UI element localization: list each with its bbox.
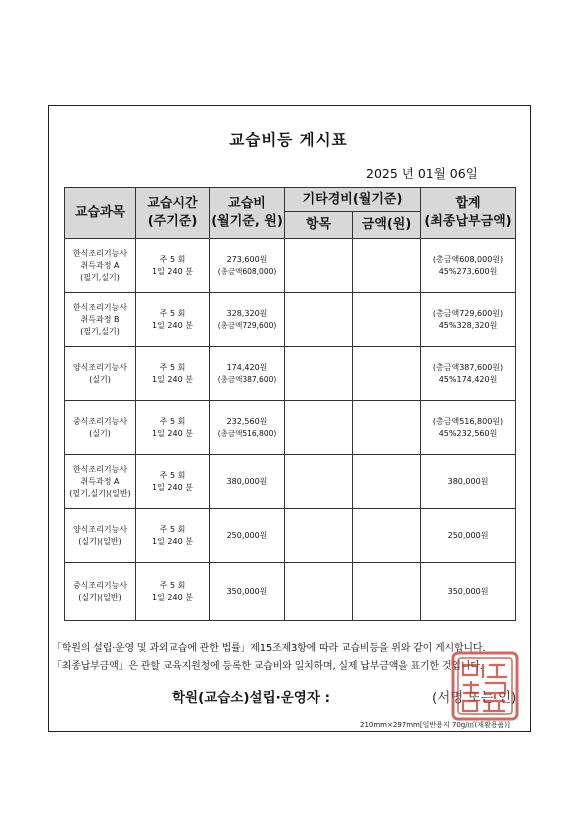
subject-cell-line: 취득과정 A bbox=[80, 260, 120, 270]
header-other-costs: 기타경비(월기준) bbox=[285, 188, 421, 212]
operator-label: 학원(교습소)설립·운영자 : bbox=[172, 690, 330, 706]
total-cell bbox=[421, 563, 516, 621]
other-item-cell bbox=[285, 455, 353, 509]
time-cell bbox=[136, 509, 210, 563]
total-cell-line: 350,000원 bbox=[447, 586, 489, 596]
subject-cell-line: 양식조리기능사 bbox=[72, 524, 128, 534]
other-item-cell bbox=[285, 509, 353, 563]
other-amount-cell bbox=[353, 509, 421, 563]
other-item-cell bbox=[285, 239, 353, 293]
posting-date: 2025 년 01월 06일 bbox=[366, 166, 478, 181]
time-cell-line: 주 5 회 bbox=[159, 580, 186, 590]
time-cell-line: 1일 240 분 bbox=[152, 482, 193, 492]
table-body bbox=[65, 239, 516, 621]
subject-cell-line: (실기)(일반) bbox=[78, 536, 122, 546]
document-title: 교습비등 게시표 bbox=[229, 131, 348, 149]
subject-cell-line: 중식조리기능사 bbox=[72, 416, 128, 426]
time-cell-line: 주 5 회 bbox=[159, 524, 186, 534]
fee-cell bbox=[210, 509, 285, 563]
total-cell-line: 45%232,560원 bbox=[438, 428, 498, 438]
legal-notice: 「학원의 설립·운영 및 과외교습에 관한 법률」제15조제3항에 따라 교습비등을 위와 같이 게시합니다. bbox=[52, 643, 486, 654]
other-item-cell bbox=[285, 563, 353, 621]
signature-label: (서명 또는 인) bbox=[432, 690, 517, 706]
subject-cell-line: 양식조리기능사 bbox=[72, 362, 128, 372]
other-amount-cell bbox=[353, 455, 421, 509]
subject-cell-line: 한식조리기능사 bbox=[72, 302, 128, 312]
table-row bbox=[65, 563, 516, 621]
subject-cell-line: (실기) bbox=[89, 374, 111, 384]
total-cell bbox=[421, 455, 516, 509]
other-amount-cell bbox=[353, 293, 421, 347]
fee-cell bbox=[210, 455, 285, 509]
fee-cell bbox=[210, 401, 285, 455]
total-cell bbox=[421, 347, 516, 401]
total-cell-line: 250,000원 bbox=[447, 530, 489, 540]
subject-cell-line: (실기)(일반) bbox=[78, 592, 122, 602]
subject-cell-line: (실기) bbox=[89, 428, 111, 438]
fee-table bbox=[64, 187, 516, 621]
total-cell bbox=[421, 401, 516, 455]
time-cell bbox=[136, 293, 210, 347]
other-item-cell bbox=[285, 347, 353, 401]
subject-cell-line: (필기,실기)(일반) bbox=[69, 488, 131, 498]
subject-cell-line: (필기,실기) bbox=[80, 326, 120, 336]
total-cell bbox=[421, 293, 516, 347]
subject-cell-line: 취득과정 A bbox=[80, 476, 120, 486]
table-row bbox=[65, 509, 516, 563]
other-amount-cell bbox=[353, 401, 421, 455]
paper-spec-footer: 210mm×297mm[일반용지 70g/㎡(재활용품)] bbox=[360, 721, 510, 729]
header-subject: 교습과목 bbox=[65, 188, 136, 239]
header-fee: 교습비 (월기준, 원) bbox=[210, 188, 285, 239]
header-other-amount: 금액(원) bbox=[353, 212, 421, 239]
time-cell-line: 주 5 회 bbox=[159, 254, 186, 264]
other-item-cell bbox=[285, 293, 353, 347]
total-cell-line: 380,000원 bbox=[447, 476, 489, 486]
total-cell-line: 45%273,600원 bbox=[438, 266, 498, 276]
fee-cell-line: 250,000원 bbox=[226, 530, 268, 540]
time-cell-line: 주 5 회 bbox=[159, 308, 186, 318]
subject-cell bbox=[65, 401, 136, 455]
red-seal-stamp bbox=[451, 651, 519, 721]
total-cell-line: (총금액387,600원) bbox=[432, 362, 504, 372]
fee-cell bbox=[210, 239, 285, 293]
time-cell bbox=[136, 563, 210, 621]
total-cell-line: 45%328,320원 bbox=[438, 320, 498, 330]
time-cell-line: 주 5 회 bbox=[159, 470, 186, 480]
header-total: 합계 (최종납부금액) bbox=[421, 188, 516, 239]
fee-cell-line: 328,320원 bbox=[226, 308, 268, 318]
table-row bbox=[65, 455, 516, 509]
other-amount-cell bbox=[353, 239, 421, 293]
fee-cell-line: 380,000원 bbox=[226, 476, 268, 486]
fee-cell bbox=[210, 563, 285, 621]
total-cell-line: (총금액729,600원) bbox=[432, 308, 504, 318]
subject-cell bbox=[65, 563, 136, 621]
subject-cell bbox=[65, 509, 136, 563]
total-cell bbox=[421, 509, 516, 563]
time-cell bbox=[136, 401, 210, 455]
fee-cell-line: 273,600원 bbox=[226, 254, 268, 264]
subject-cell bbox=[65, 293, 136, 347]
total-cell bbox=[421, 239, 516, 293]
subject-cell bbox=[65, 347, 136, 401]
fee-cell-line: 232,560원 bbox=[226, 416, 268, 426]
header-other-item: 항목 bbox=[285, 212, 353, 239]
other-amount-cell bbox=[353, 347, 421, 401]
time-cell-line: 1일 240 분 bbox=[152, 374, 193, 384]
fee-cell-line: (총금액516,800) bbox=[217, 428, 277, 438]
time-cell-line: 1일 240 분 bbox=[152, 536, 193, 546]
header-time: 교습시간 (주기준) bbox=[136, 188, 210, 239]
other-amount-cell bbox=[353, 563, 421, 621]
table-row bbox=[65, 401, 516, 455]
subject-cell-line: (필기,실기) bbox=[80, 272, 120, 282]
subject-cell-line: 중식조리기능사 bbox=[72, 580, 128, 590]
subject-cell bbox=[65, 455, 136, 509]
fee-cell-line: (총금액729,600) bbox=[217, 320, 277, 330]
time-cell-line: 1일 240 분 bbox=[152, 592, 193, 602]
table-row bbox=[65, 293, 516, 347]
other-item-cell bbox=[285, 401, 353, 455]
time-cell bbox=[136, 347, 210, 401]
subject-cell bbox=[65, 239, 136, 293]
time-cell bbox=[136, 239, 210, 293]
fee-cell bbox=[210, 293, 285, 347]
subject-cell-line: 한식조리기능사 bbox=[72, 464, 128, 474]
total-cell-line: (총금액608,000원) bbox=[432, 254, 504, 264]
time-cell-line: 1일 240 분 bbox=[152, 320, 193, 330]
subject-cell-line: 취득과정 B bbox=[80, 314, 120, 324]
fee-cell-line: 350,000원 bbox=[226, 586, 268, 596]
final-amount-notice: 「최종납부금액」은 관할 교육지원청에 등록한 교습비와 일치하며, 실제 납부금액을 표기한 것입니다. bbox=[52, 661, 483, 672]
subject-cell-line: 한식조리기능사 bbox=[72, 248, 128, 258]
fee-cell-line: (총금액387,600) bbox=[217, 374, 277, 384]
fee-cell-line: (총금액608,000) bbox=[217, 266, 277, 276]
time-cell-line: 주 5 회 bbox=[159, 362, 186, 372]
fee-cell-line: 174,420원 bbox=[226, 362, 268, 372]
fee-cell bbox=[210, 347, 285, 401]
table-row bbox=[65, 347, 516, 401]
time-cell-line: 1일 240 분 bbox=[152, 266, 193, 276]
total-cell-line: 45%174,420원 bbox=[438, 374, 498, 384]
time-cell-line: 주 5 회 bbox=[159, 416, 186, 426]
total-cell-line: (총금액516,800원) bbox=[432, 416, 504, 426]
table-row bbox=[65, 239, 516, 293]
time-cell-line: 1일 240 분 bbox=[152, 428, 193, 438]
time-cell bbox=[136, 455, 210, 509]
